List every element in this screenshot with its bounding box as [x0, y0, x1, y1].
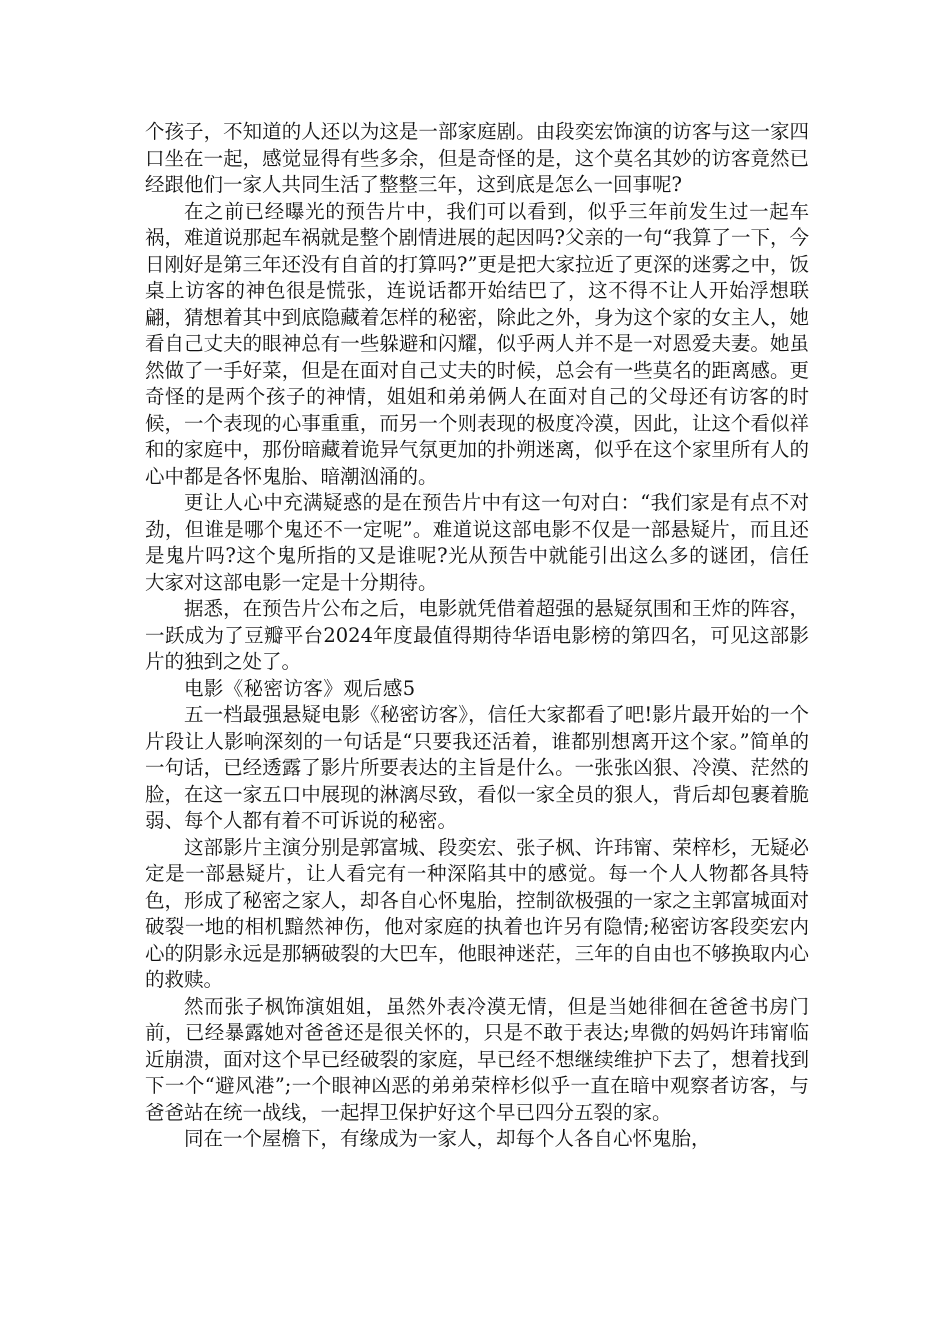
- paragraph: 更让人心中充满疑惑的是在预告片中有这一句对白：“我们家是有点不对劲，但谁是哪个鬼还不一定呢”。难道说这部电影不仅是一部悬疑片，而且还是鬼片吗?这个鬼所指的又是谁呢?光从预告中就能引出这么多的谜团，信任大家对这部电影一定是十分期待。: [145, 491, 809, 594]
- section-heading: 电影《秘密访客》观后感5: [184, 676, 416, 700]
- paragraph: 在之前已经曝光的预告片中，我们可以看到，似乎三年前发生过一起车祸，难道说那起车祸就是整个剧情进展的起因吗?父亲的一句“我算了一下，今日刚好是第三年还没有自首的打算吗?”更是把大家拉近了更深的迷雾之中，饭桌上访客的神色很是慌张，连说话都开始结巴了，这不得不让人开始浮想联翩，猜想着其中到底隐藏着怎样的秘密，除此之外，身为这个家的女主人，她看自己丈夫的眼神总有一些躲避和闪耀，似乎两人并不是一对恩爱夫妻。她虽然做了一手好菜，但是在面对自己丈夫的时候，总会有一些莫名的距离感。更奇怪的是两个孩子的神情，姐姐和弟弟俩人在面对自己的父母还有访客的时候，一个表现的心事重重，而另一个则表现的极度冷漠，因此，让这个看似祥和的家庭中，那份暗藏着诡异气氛更加的扑朔迷离，似乎在这个家里所有人的心中都是各怀鬼胎、暗潮汹涌的。: [145, 199, 809, 488]
- paragraph: 然而张子枫饰演姐姐，虽然外表冷漠无情，但是当她徘徊在爸爸书房门前，已经暴露她对爸爸还是很关怀的，只是不敢于表达;卑微的妈妈许玮甯临近崩溃，面对这个早已经破裂的家庭，早已经不想继续维护下去了，想着找到下一个“避风港”;一个眼神凶恶的弟弟荣梓杉似乎一直在暗中观察者访客，与爸爸站在统一战线，一起捍卫保护好这个早已四分五裂的家。: [145, 994, 809, 1124]
- paragraph: 这部影片主演分别是郭富城、段奕宏、张子枫、许玮甯、荣梓杉，无疑必定是一部悬疑片，让人看完有一种深陷其中的感觉。每一个人人物都各具特色，形成了秘密之家人，却各自心怀鬼胎，控制欲极强的一家之主郭富城面对破裂一地的相机黯然神伤，他对家庭的执着也许另有隐情;秘密访客段奕宏内心的阴影永远是那辆破裂的大巴车，他眼神迷茫，三年的自由也不够换取内心的救赎。: [145, 835, 809, 991]
- paragraph: 五一档最强悬疑电影《秘密访客》，信任大家都看了吧!影片最开始的一个片段让人影响深刻的一句话是“只要我还活着，谁都别想离开这个家。”简单的一句话，已经透露了影片所要表达的主旨是什么。一张张凶狠、冷漠、茫然的脸，在这一家五口中展现的淋漓尽致，看似一家全员的狠人，背后却包裹着脆弱、每个人都有着不可诉说的秘密。: [145, 703, 809, 832]
- paragraph: 个孩子，不知道的人还以为这是一部家庭剧。由段奕宏饰演的访客与这一家四口坐在一起，感觉显得有些多余，但是奇怪的是，这个莫名其妙的访客竟然已经跟他们一家人共同生活了整整三年，这到底是怎么一回事呢?: [145, 120, 809, 196]
- article-body: [145, 119, 809, 1153]
- paragraph: 同在一个屋檐下，有缘成为一家人，却每个人各自心怀鬼胎，: [184, 1127, 711, 1150]
- paragraph: 据悉，在预告片公布之后，电影就凭借着超强的悬疑氛围和王炸的阵容，一跃成为了豆瓣平台2024年度最值得期待华语电影榜的第四名，可见这部影片的独到之处了。: [145, 597, 809, 673]
